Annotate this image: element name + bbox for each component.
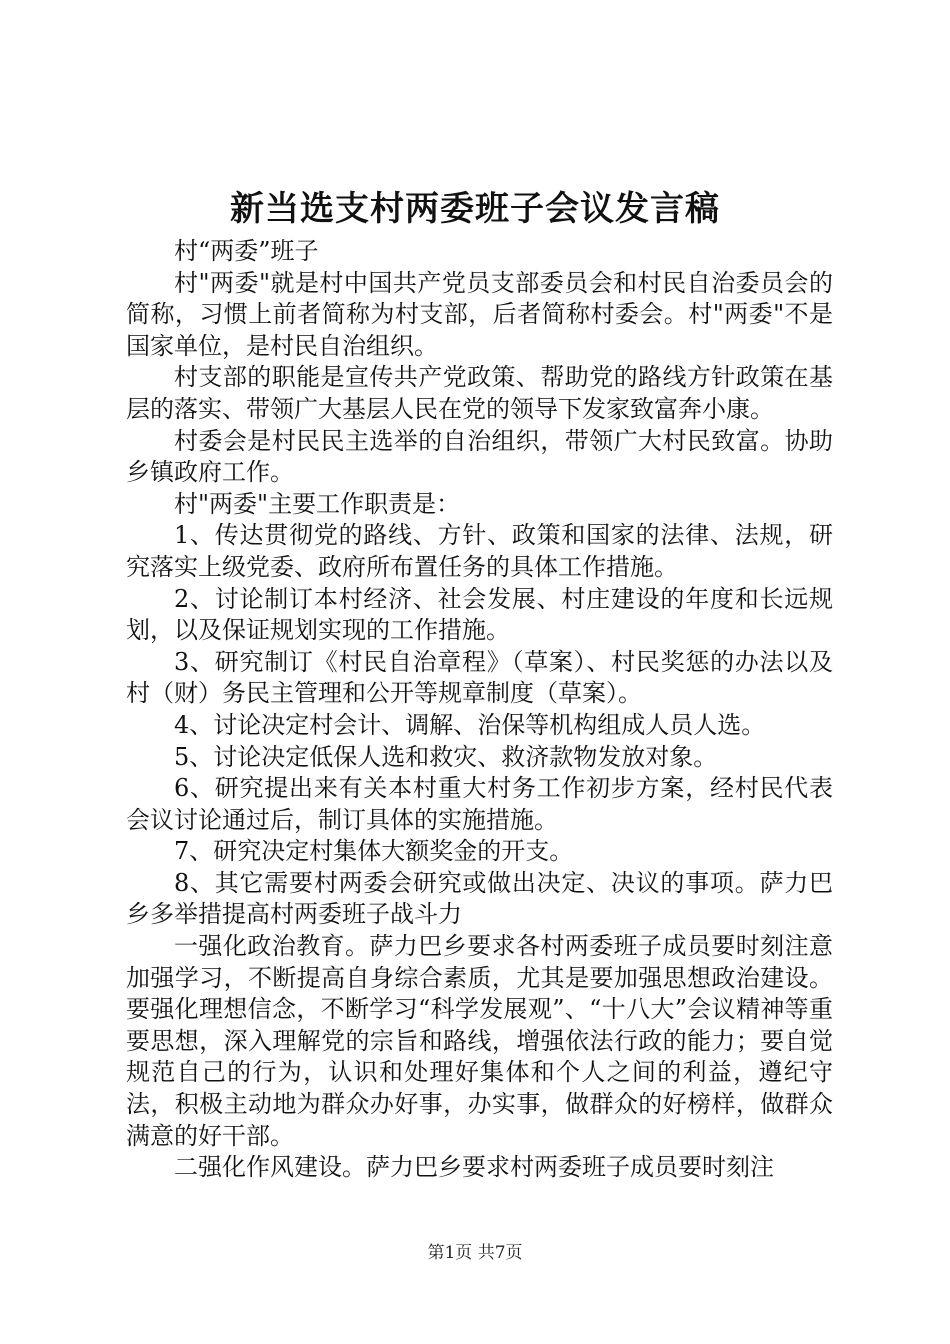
paragraph: 一强化政治教育。萨力巴乡要求各村两委班子成员要时刻注意加强学习，不断提高自身综合素质，尤其是要加强思想政治建设。要强化理想信念，不断学习“科学发展观”、“十八大”会议精神等重要思想，深入理解党的宗旨和路线，增强依法行政的能力；要自觉规范自己的行为，认识和处理好集体和个人之间的利益，遵纪守法，积极主动地为群众办好事，办实事，做群众的好榜样，做群众满意的好干部。 [126, 932, 833, 1150]
page-number: 第1页 共7页 [427, 1243, 523, 1263]
paragraph: 4、讨论决定村会计、调解、治保等机构组成人员人选。 [174, 710, 766, 739]
paragraph: 2、讨论制订本村经济、社会发展、村庄建设的年度和长远规划，以及保证规划实现的工作措施。 [126, 584, 833, 645]
document-title: 新当选支村两委班子会议发言稿 [230, 189, 720, 229]
paragraph: 5、讨论决定低保人选和救灾、救济款物发放对象。 [174, 742, 718, 771]
document-body [126, 236, 833, 1184]
paragraph: 村"两委"就是村中国共产党员支部委员会和村民自治委员会的简称，习惯上前者简称为村支部，后者简称村委会。村"两委"不是国家单位，是村民自治组织。 [126, 268, 833, 360]
paragraph: 二强化作风建设。萨力巴乡要求村两委班子成员要时刻注 [174, 1153, 774, 1182]
paragraph: 村“两委”班子 [174, 237, 319, 265]
paragraph: 6、研究提出来有关本村重大村务工作初步方案，经村民代表会议讨论通过后，制订具体的实施措施。 [126, 774, 833, 834]
paragraph: 3、研究制订《村民自治章程》（草案）、村民奖惩的办法以及村（财）务民主管理和公开等规章制度（草案）。 [126, 647, 833, 708]
paragraph: 村委会是村民民主选举的自治组织，带领广大村民致富。协助乡镇政府工作。 [126, 426, 833, 487]
paragraph: 1、传达贯彻党的路线、方针、政策和国家的法律、法规，研究落实上级党委、政府所布置任务的具体工作措施。 [126, 521, 833, 581]
paragraph: 村"两委"主要工作职责是： [174, 489, 461, 518]
paragraph: 7、研究决定村集体大额奖金的开支。 [174, 837, 574, 866]
paragraph: 村支部的职能是宣传共产党政策、帮助党的路线方针政策在基层的落实、带领广大基层人民在党的领导下发家致富奔小康。 [126, 363, 833, 423]
paragraph: 8、其它需要村两委会研究或做出决定、决议的事项。萨力巴乡多举措提高村两委班子战斗力 [126, 868, 833, 929]
